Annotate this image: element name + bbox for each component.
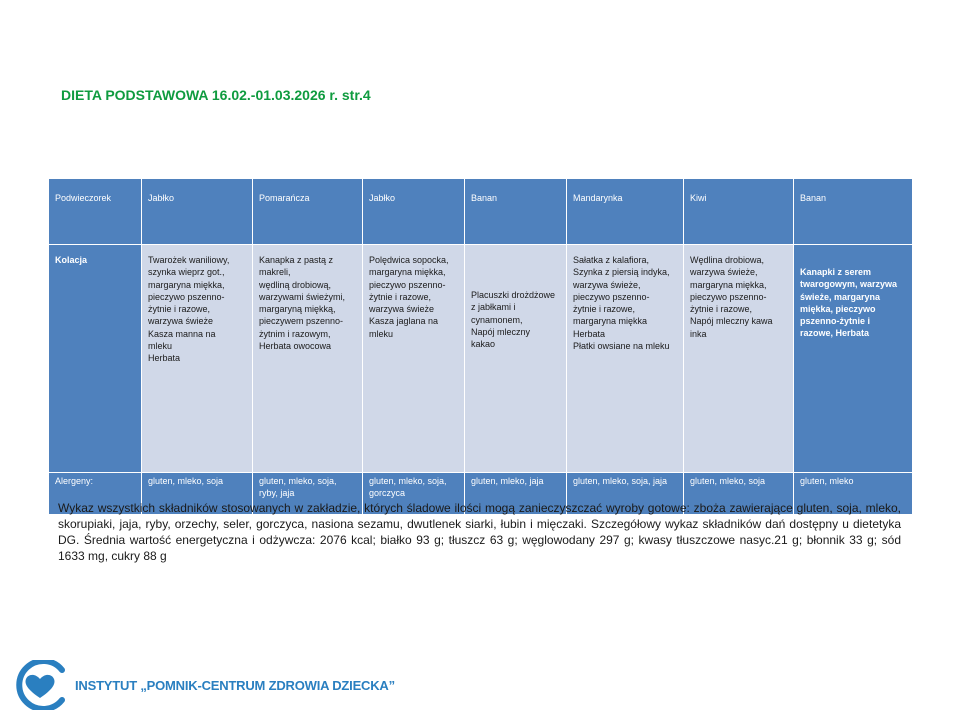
allergen-footnote: Wykaz wszystkich składników stosowanych w zakładzie, których śladowe ilości mogą zanieczyszczać wyroby gotowe: zboża zawierające gluten, soja, mleko, skorupiaki, jaja, ryby, orzechy, seler, gorczyca, nasiona sezamu, dwutlenek siarki, łubin i mięczaki. Szczegółowy wykaz składników dań dostępny u dietetyka DG. Średnia wartość energetyczna i odżywcza: 2076 kcal; białko 93 g; tłuszcz 63 g; węglowodany 297 g; kwasy tłuszczowe nasyc.21 g; błonnik 33 g; sód 1633 mg, cukry 88 g xyxy=(58,501,901,563)
table-cell: Sałatka z kalafiora, Szynka z piersią indyka, warzywa świeże, pieczywo pszenno- żytnie i razowe, margaryna miękka Herbata Płatki owsiane na mleku xyxy=(567,245,684,473)
table-cell: Banan xyxy=(794,179,913,245)
menu-table xyxy=(48,178,913,515)
table-cell: Kiwi xyxy=(684,179,794,245)
table-cell: Wędlina drobiowa, warzywa świeże, margaryna miękka, pieczywo pszenno- żytnie i razowe, Napój mleczny kawa inka xyxy=(684,245,794,473)
row-label-allergens: Alergeny: xyxy=(49,473,142,515)
table-cell: gluten, mleko, soja, jaja xyxy=(567,473,684,515)
institute-logo xyxy=(10,660,410,710)
table-cell: gluten, mleko, soja, gorczyca xyxy=(363,473,465,515)
heart-logo-icon xyxy=(10,660,70,710)
table-cell: gluten, mleko, soja, ryby, jaja xyxy=(253,473,363,515)
table-row-dinner xyxy=(49,245,913,473)
row-label-snack: Podwieczorek xyxy=(49,179,142,245)
table-cell: Kanapki z serem twarogowym, warzywa świeże, margaryna miękka, pieczywo pszenno-żytnie i razowe, Herbata xyxy=(794,245,913,473)
table-cell: Jabłko xyxy=(142,179,253,245)
page-title: DIETA PODSTAWOWA 16.02.-01.03.2026 r. str.4 xyxy=(61,87,371,103)
table-cell: Placuszki drożdżowe z jabłkami i cynamonem, Napój mleczny kakao xyxy=(465,245,567,473)
table-cell: Jabłko xyxy=(363,179,465,245)
table-cell: Twarożek waniliowy, szynka wieprz got., margaryna miękka, pieczywo pszenno- żytnie i razowe, warzywa świeże Kasza manna na mleku Herbata xyxy=(142,245,253,473)
table-cell: Banan xyxy=(465,179,567,245)
table-cell: Mandarynka xyxy=(567,179,684,245)
table-cell: gluten, mleko, soja xyxy=(684,473,794,515)
table-cell: Polędwica sopocka, margaryna miękka, pieczywo pszenno- żytnie i razowe, warzywa świeże Kasza jaglana na mleku xyxy=(363,245,465,473)
institute-name: INSTYTUT „POMNIK-CENTRUM ZDROWIA DZIECKA” xyxy=(75,678,395,693)
table-cell: gluten, mleko, jaja xyxy=(465,473,567,515)
table-cell: Pomarańcza xyxy=(253,179,363,245)
table-cell: gluten, mleko xyxy=(794,473,913,515)
row-label-dinner: Kolacja xyxy=(49,245,142,473)
table-row-snack xyxy=(49,179,913,245)
table-cell: Kanapka z pastą z makreli, wędliną drobiową, warzywami świeżymi, margaryną miękką, pieczywem pszenno- żytnim i razowym, Herbata owocowa xyxy=(253,245,363,473)
table-cell: gluten, mleko, soja xyxy=(142,473,253,515)
